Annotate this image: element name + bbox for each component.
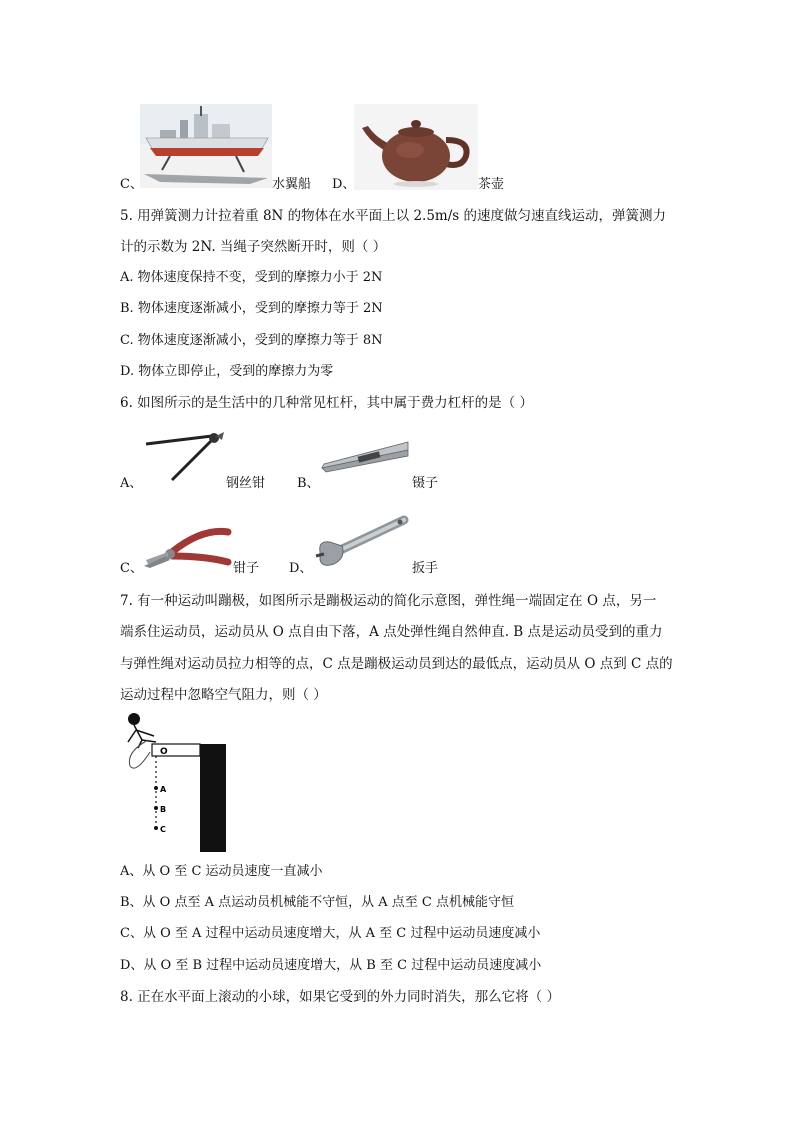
q4-option-d-letter: D、: [332, 177, 356, 192]
hydrofoil-ship-image: [140, 104, 272, 188]
q4-option-c-letter: C、: [120, 177, 143, 192]
q7-stem-line4: 运动过程中忽略空气阻力，则（ ）: [120, 687, 327, 703]
diagram-label-a: A: [160, 785, 167, 794]
q5-option-d: D. 物体立即停止，受到的摩擦力为零: [120, 364, 334, 379]
q5-stem-line2: 计的示数为 2N. 当绳子突然断开时，则（ ）: [120, 239, 387, 255]
q7-option-d: D、从 O 至 B 过程中运动员速度增大，从 B 至 C 过程中运动员速度减小: [120, 958, 542, 973]
q6-option-d-letter: D、: [289, 561, 313, 576]
q6-option-a-label: 钢丝钳: [226, 476, 266, 491]
steel-wire-cutter-image: [142, 428, 226, 486]
teapot-image: [354, 104, 478, 190]
q7-stem-line2: 端系住运动员，运动员从 O 点自由下落，A 点处弹性绳自然伸直. B 点是运动员受到的重力: [120, 624, 663, 640]
q6-option-d-label: 扳手: [412, 561, 439, 576]
wrench-image: [312, 512, 412, 574]
q7-stem-line3: 与弹性绳对运动员拉力相等的点，C 点是蹦极运动员到达的最低点，运动员从 O 点到 C 点的: [120, 656, 673, 672]
q7-option-c: C、从 O 至 A 过程中运动员速度增大，从 A 至 C 过程中运动员速度减小: [120, 926, 541, 941]
q7-option-a: A、从 O 至 C 运动员速度一直减小: [120, 864, 323, 879]
q5-option-c: C. 物体速度逐渐减小，受到的摩擦力等于 8N: [120, 333, 383, 348]
diagram-label-c: C: [160, 825, 166, 834]
q7-stem-line1: 7. 有一种运动叫蹦极，如图所示是蹦极运动的简化示意图，弹性绳一端固定在 O 点，另一: [120, 593, 657, 609]
q6-option-b-letter: B、: [297, 476, 320, 491]
q6-option-c-letter: C、: [120, 561, 143, 576]
q6-stem: 6. 如图所示的是生活中的几种常见杠杆，其中属于费力杠杆的是（ ）: [120, 395, 533, 411]
q6-option-a-letter: A、: [120, 476, 143, 491]
q4-option-d-label: 茶壶: [478, 177, 505, 192]
bungee-jump-diagram: [122, 712, 232, 854]
diagram-label-b: B: [160, 805, 167, 814]
pliers-image: [142, 522, 232, 574]
q6-option-c-label: 钳子: [233, 561, 260, 576]
tweezers-image: [318, 440, 410, 476]
q5-stem-line1: 5. 用弹簧测力计拉着重 8N 的物体在水平面上以 2.5m/s 的速度做匀速直线运动，弹簧测力: [120, 208, 666, 224]
q5-option-b: B. 物体速度逐渐减小，受到的摩擦力等于 2N: [120, 301, 383, 316]
q7-option-b: B、从 O 点至 A 点运动员机械能不守恒，从 A 点至 C 点机械能守恒: [120, 895, 514, 910]
q4-option-c-label: 水翼船: [272, 177, 312, 192]
diagram-label-o: O: [160, 747, 168, 757]
q8-stem: 8. 正在水平面上滚动的小球，如果它受到的外力同时消失，那么它将（ ）: [120, 989, 560, 1005]
q5-option-a: A. 物体速度保持不变，受到的摩擦力小于 2N: [120, 270, 383, 285]
q6-option-b-label: 镊子: [412, 476, 439, 491]
